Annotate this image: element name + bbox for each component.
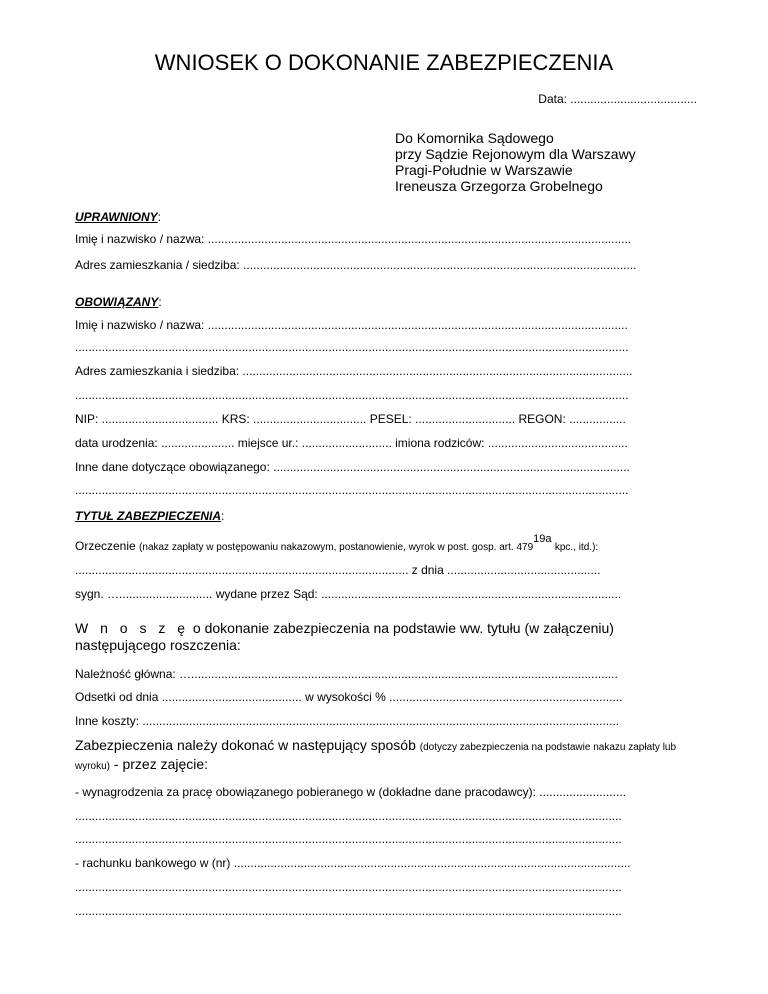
wnosze-paragraph [75, 620, 695, 654]
obowiazany-address-line: Adres zamieszkania i siedziba: ..................................................................................................................... [75, 364, 633, 378]
obowiazany-header-row [75, 295, 162, 309]
wynagrodzenie-dots-1: .................................................................................................................................................................... [75, 809, 622, 823]
addressee-line: Ireneusza Grzegorza Grobelnego [395, 178, 603, 194]
rachunek-dots-1: .................................................................................................................................................................... [75, 880, 622, 894]
rachunek-line: - rachunku bankowego w (nr) ....................................................................................................................... [75, 856, 631, 870]
addressee-line: Pragi-Południe w Warszawie [395, 162, 573, 178]
uprawniony-header: UPRAWNIONY [75, 210, 158, 224]
tytul-colon: : [221, 509, 225, 523]
obowiazany-colon: : [158, 295, 162, 309]
odsetki-line: Odsetki od dnia .......................................... w wysokości % ...................................................................... [75, 690, 623, 704]
sposob-lead: Zabezpieczenia należy dokonać w następujący sposób [75, 737, 416, 753]
orzeczenie-superscript: 19a [533, 533, 552, 545]
tytul-sygn-line: sygn. …............................ wydane przez Sąd: .......................................................................................... [75, 587, 622, 601]
inne-koszty-line: Inne koszty: ............................................................................................................................................... [75, 714, 620, 728]
uprawniony-header-row [75, 210, 161, 224]
addressee-line: Do Komornika Sądowego [395, 130, 554, 146]
document-title: WNIOSEK O DOKONANIE ZABEZPIECZENIA [154, 50, 614, 75]
naleznosc-glowna-line: Należność główna: …................................................................................................................................ [75, 667, 618, 681]
obowiazany-name-line: Imię i nazwisko / nazwa: .............................................................................................................................. [75, 318, 628, 332]
orzeczenie-line [75, 533, 599, 553]
orzeczenie-note: (nakaz zapłaty w postępowaniu nakazowym, postanowienie, wyrok w post. gosp. art. 479 [139, 542, 534, 553]
obowiazany-other-line: Inne dane dotyczące obowiązanego: ........................................................................................................... [75, 460, 630, 474]
orzeczenie-tail: kpc., itd.): [554, 542, 599, 553]
wnosze-rest: o dokonanie zabezpieczenia na podstawie ww. tytułu (w załączeniu) następującego roszczenia: [75, 620, 614, 653]
orzeczenie-label: Orzeczenie [75, 539, 136, 553]
addressee-block [395, 130, 636, 194]
obowiazany-other-line-2: ...................................................................................................................................................................... [75, 483, 629, 497]
addressee-line: przy Sądzie Rejonowym dla Warszawy [395, 146, 636, 162]
sposob-paragraph [75, 737, 695, 775]
tytul-header: TYTUŁ ZABEZPIECZENIA [75, 509, 221, 523]
obowiazany-ids-line: NIP: ................................... KRS: .................................. PESEL: .............................. REGON: ................. [75, 412, 626, 426]
uprawniony-name-line: Imię i nazwisko / nazwa: ............................................................................................................................... [75, 232, 632, 246]
obowiazany-name-line-2: ...................................................................................................................................................................... [75, 340, 629, 354]
wynagrodzenie-line: - wynagrodzenia za pracę obowiązanego pobieranego w (dokładne dane pracodawcy): .......................... [75, 785, 626, 799]
wnosze-spaced: W n o s z ę [75, 620, 190, 636]
tytul-header-row [75, 509, 224, 523]
sposob-note: (dotyczy zabezpieczenia na podstawie nakazu zapłaty lub wyroku) [75, 742, 677, 772]
uprawniony-colon: : [157, 210, 162, 224]
obowiazany-birth-line: data urodzenia: ...................... miejsce ur.: ........................... imiona rodziców: .......................................... [75, 436, 628, 450]
uprawniony-address-line: Adres zamieszkania / siedziba: ...................................................................................................................... [75, 258, 637, 272]
date-line: Data: ...................................... [538, 92, 697, 106]
sposob-tail: - przez zajęcie: [113, 756, 209, 772]
rachunek-dots-2: .................................................................................................................................................................... [75, 904, 622, 918]
tytul-date-line: .................................................................................................... z dnia .............................................. [75, 563, 601, 577]
obowiazany-address-line-2: ...................................................................................................................................................................... [75, 388, 629, 402]
wynagrodzenie-dots-2: .................................................................................................................................................................... [75, 832, 622, 846]
obowiazany-header: OBOWIĄZANY [75, 295, 159, 309]
